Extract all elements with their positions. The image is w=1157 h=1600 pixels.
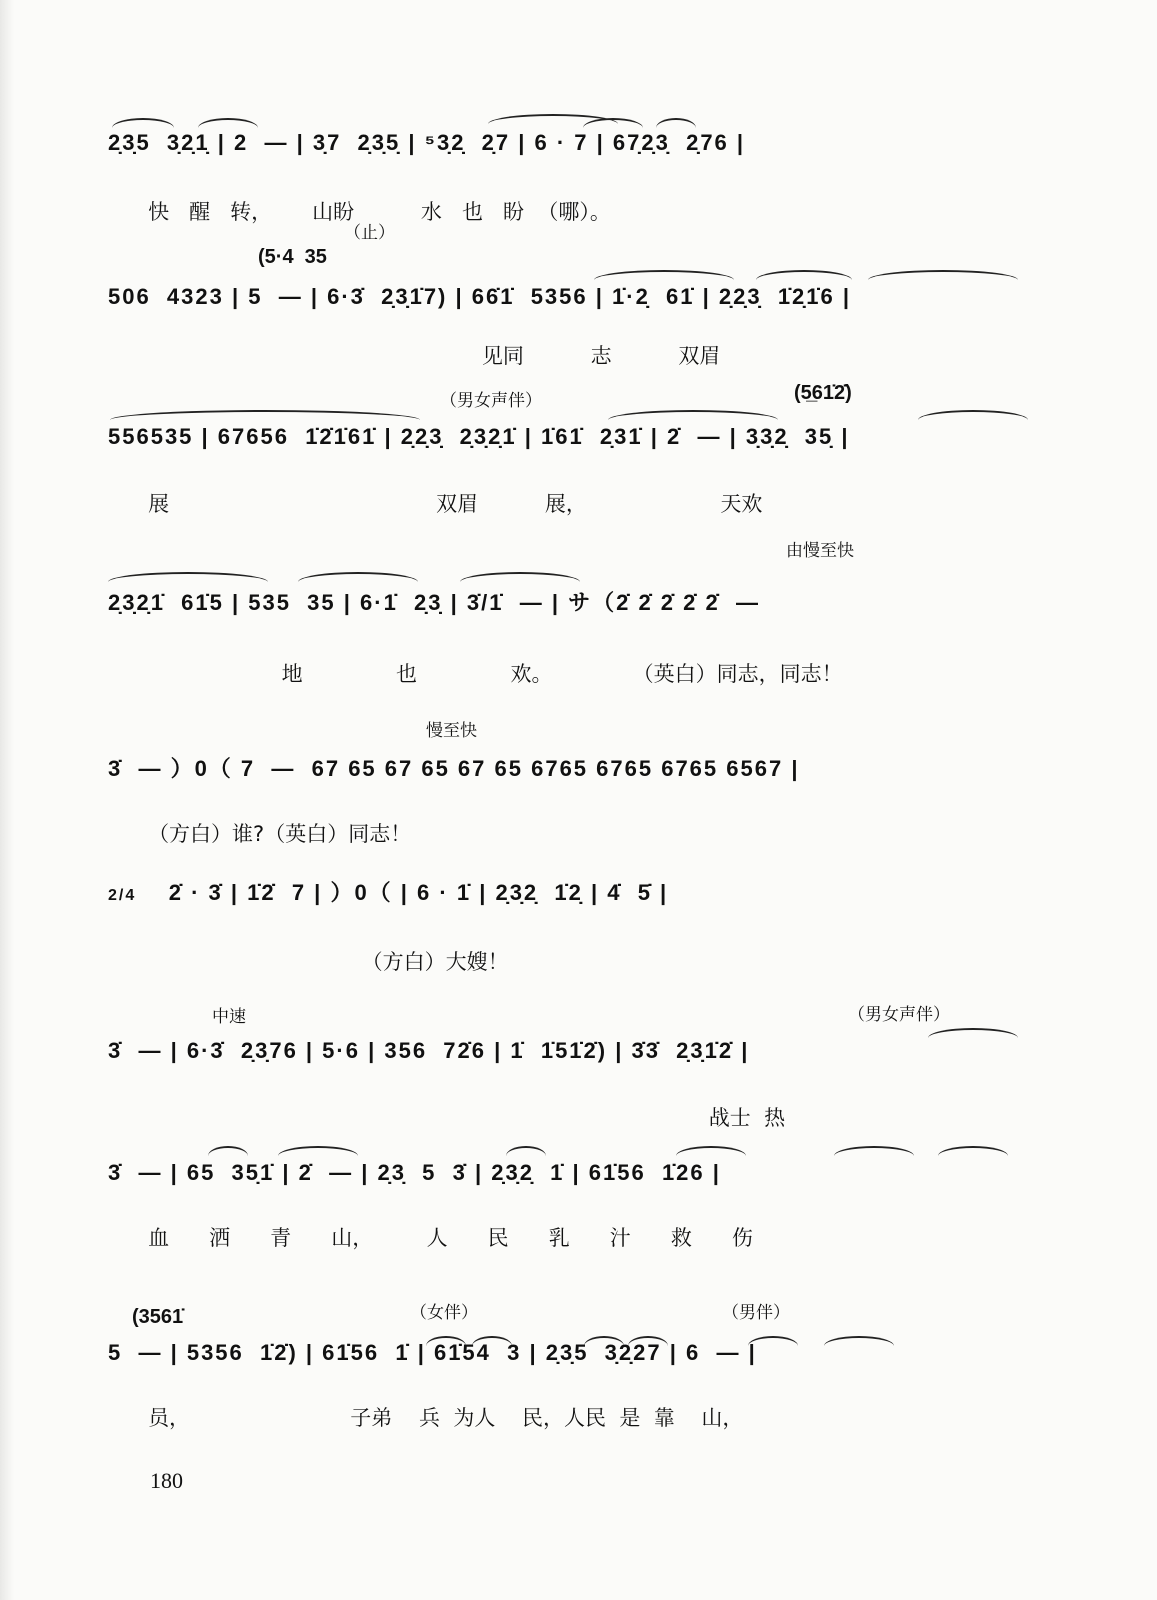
system-6 — [108, 868, 1038, 974]
system-8 — [108, 1146, 1038, 1250]
lyrics-line: 战士 热 — [148, 1106, 786, 1130]
slur — [938, 1146, 1008, 1156]
slur — [108, 572, 268, 582]
notes-line: 506 4323 | 5 — | 6·3̇ 2̣3̣1̇7) | 66̇1̇ 5356 | 1̇·2̣ 61̇ | 2̣2̣3̣ 1̇2̣1̇6 | — [108, 284, 852, 309]
system-3 — [108, 382, 1038, 516]
system-1 — [108, 118, 1038, 224]
slur — [756, 270, 852, 280]
notes-line: 2̣3̣2̣1̇ 61̇5 | 535 35 | 6·1̇ 2̣3̣ | 3̇/1̇ — | サ（2̇ 2̇ 2̇ 2̇ 2̇ — — [108, 590, 760, 615]
lyrics-line: 展 双眉 展， 天欢 — [148, 492, 763, 516]
lyrics-line: （方白）大嫂！ — [148, 950, 509, 974]
slur — [198, 118, 258, 128]
slur — [110, 410, 420, 420]
slur — [208, 1146, 248, 1156]
accompaniment-annotation: （男女声伴） — [848, 1005, 950, 1025]
slur — [460, 572, 580, 582]
lyrics-line: 血 洒 青 山， 人 民 乳 汁 救 伤 — [148, 1226, 753, 1250]
lyrics-line: 见同 志 双眉 — [148, 344, 721, 368]
pickup-notes: (5·4 35 — [258, 246, 327, 268]
slur — [594, 270, 734, 280]
slur — [112, 118, 174, 128]
notes-line: 2/4 2̇ · 3̇ | 1̇2̇ 7 | ）0（ | 6 · 1̇ | 2̣3̣2̣ 1̇2̣ | 4̇ 5̇ | — [108, 880, 669, 905]
scan-edge — [0, 0, 14, 1600]
system-7 — [108, 998, 1038, 1130]
page-number: 180 — [150, 1468, 183, 1493]
slur — [868, 270, 1018, 280]
system-9 — [108, 1294, 1038, 1430]
slur — [676, 1146, 746, 1156]
tempo-annotation: 由慢至快 — [786, 541, 854, 561]
bracket-notes: (5̲61̇2̇) — [794, 382, 852, 404]
notes-line: 2̣3̣5 3̣2̣1̣ | 2 — | 3̣7 2̣3̣5̣ | ⁵3̣2̣ 2̣7 | 6 · 7 | 67̣2̣3̣ 2̣76 | — [108, 130, 746, 155]
accompaniment-annotation: （男女声伴） — [440, 391, 542, 411]
slur — [506, 1146, 546, 1156]
accompaniment-annotation: （男伴） — [722, 1303, 790, 1323]
notes-line: 556535 | 67656 1̇2̇1̇61̇ | 2̣2̣3̣ 2̣3̣2̣1̇ | 1̇61̇ 2̣31̇ | 2̇ — | 3̣3̣2̣ 35̣ | — [108, 424, 850, 449]
slur — [608, 410, 778, 420]
notes-line: 3̇ — ）0（ 7 — 67 65 67 65 67 65 6765 6765 6765 6567 | — [108, 756, 800, 781]
notes-line: 3̇ — | 65 35̣1̇ | 2̇ — | 2̣3̣ 5 3̇ | 2̣3̣2̣ 1̇ | 61̇56 1̇26 | — [108, 1160, 721, 1185]
tempo-annotation: （止） — [344, 223, 395, 243]
tempo-annotation: 中速 — [212, 1007, 246, 1027]
bracket-notes: (3561̇ — [132, 1306, 184, 1328]
lyrics-line: 快 醒 转， 山盼 水 也 盼 （哪）。 — [148, 200, 611, 224]
system-2 — [108, 214, 1038, 368]
slur — [834, 1146, 914, 1156]
accompaniment-annotation: （女伴） — [410, 1303, 478, 1323]
lyrics-line: （方白）谁?（英白）同志！ — [148, 822, 412, 846]
slur — [298, 572, 418, 582]
slur — [918, 410, 1028, 420]
time-signature: 2/4 — [108, 887, 137, 904]
tempo-annotation: 慢至快 — [426, 721, 477, 741]
notes-line: 3̇ — | 6·3̇ 2̣3̣76 | 5·6 | 356 72̇6 | 1̇ 1̇51̇2̇) | 3̇3̇ 2̣3̣1̇2̇ | — [108, 1038, 750, 1063]
slur — [656, 118, 696, 128]
lyrics-line: 地 也 欢。 （英白）同志，同志！ — [148, 662, 843, 686]
system-5 — [108, 712, 1038, 846]
notes-line: 5 — | 5356 1̇2̇) | 61̇56 1̇ | 61̇54 3 | 2̣3̣5 3̣2̣27 | 6 — | — [108, 1340, 757, 1365]
slur — [278, 1146, 358, 1156]
slur — [928, 1028, 1018, 1038]
lyrics-line: 员， 子弟 兵 为人 民，人民 是 靠 山， — [148, 1406, 744, 1430]
system-4 — [108, 536, 1038, 686]
